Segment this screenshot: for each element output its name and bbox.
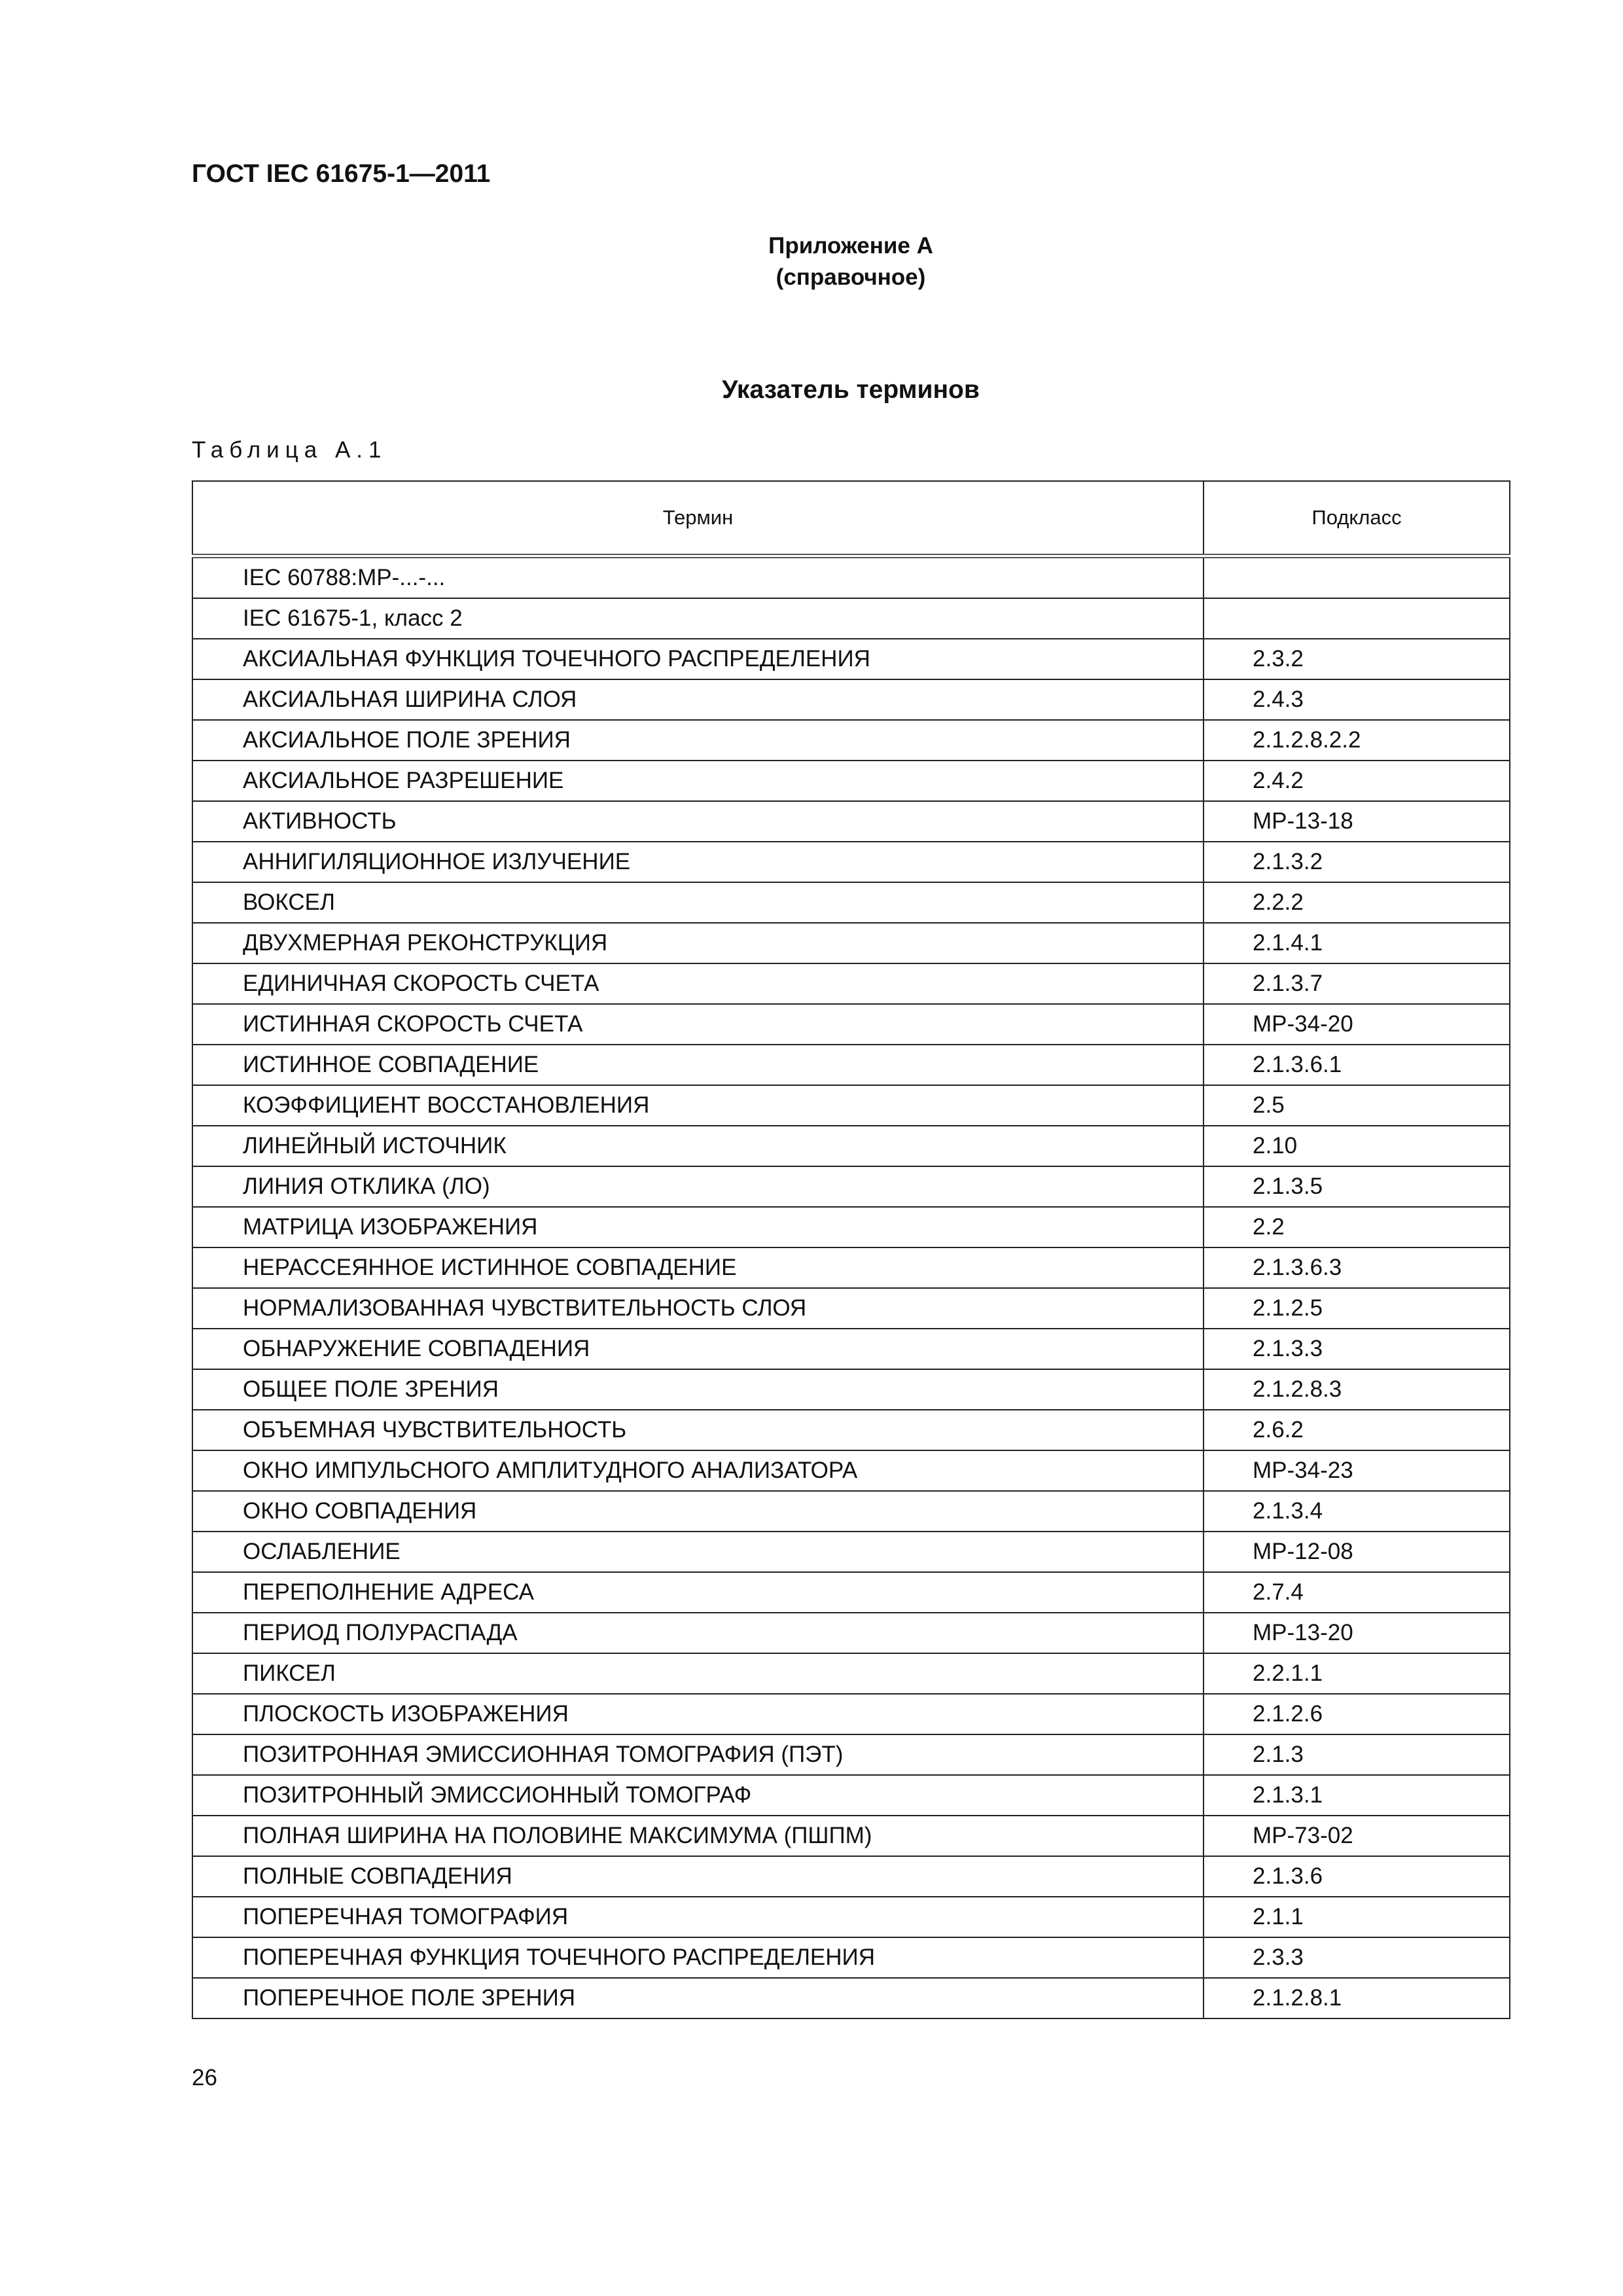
- subclass-cell: 2.3.2: [1204, 639, 1510, 679]
- table-row: [192, 1450, 1510, 1491]
- table-row: [192, 1045, 1510, 1085]
- table-row: [192, 1085, 1510, 1126]
- table-row: [192, 556, 1510, 599]
- term-cell: ПЛОСКОСТЬ ИЗОБРАЖЕНИЯ: [192, 1694, 1204, 1734]
- table-row: [192, 963, 1510, 1004]
- subclass-cell: МР-34-20: [1204, 1004, 1510, 1045]
- term-cell: ОКНО СОВПАДЕНИЯ: [192, 1491, 1204, 1532]
- term-cell: ПОЗИТРОННАЯ ЭМИССИОННАЯ ТОМОГРАФИЯ (ПЭТ): [192, 1734, 1204, 1775]
- subclass-cell: 2.1.3.4: [1204, 1491, 1510, 1532]
- table-row: [192, 801, 1510, 842]
- table-row: [192, 761, 1510, 801]
- table-header-row: [192, 481, 1510, 556]
- term-cell: ЕДИНИЧНАЯ СКОРОСТЬ СЧЕТА: [192, 963, 1204, 1004]
- table-row: [192, 1247, 1510, 1288]
- subclass-cell: 2.5: [1204, 1085, 1510, 1126]
- term-cell: ЛИНИЯ ОТКЛИКА (ЛО): [192, 1166, 1204, 1207]
- term-cell: ОБЪЕМНАЯ ЧУВСТВИТЕЛЬНОСТЬ: [192, 1410, 1204, 1450]
- subclass-cell: 2.1.2.8.2.2: [1204, 720, 1510, 761]
- term-cell: ПОПЕРЕЧНАЯ ФУНКЦИЯ ТОЧЕЧНОГО РАСПРЕДЕЛЕНИЯ: [192, 1937, 1204, 1978]
- table-row: [192, 1166, 1510, 1207]
- table-caption: Таблица А.1: [192, 437, 387, 463]
- column-header-subclass: Подкласс: [1204, 481, 1510, 556]
- term-cell: АКСИАЛЬНОЕ ПОЛЕ ЗРЕНИЯ: [192, 720, 1204, 761]
- table-body: [192, 556, 1510, 2019]
- subclass-cell: [1204, 556, 1510, 599]
- subclass-cell: 2.7.4: [1204, 1572, 1510, 1613]
- subclass-cell: МР-34-23: [1204, 1450, 1510, 1491]
- table-row: [192, 639, 1510, 679]
- term-cell: ИСТИННАЯ СКОРОСТЬ СЧЕТА: [192, 1004, 1204, 1045]
- term-cell: ПЕРИОД ПОЛУРАСПАДА: [192, 1613, 1204, 1653]
- subclass-cell: 2.1.3.6.1: [1204, 1045, 1510, 1085]
- subclass-cell: 2.1.4.1: [1204, 923, 1510, 963]
- term-cell: ИСТИННОЕ СОВПАДЕНИЕ: [192, 1045, 1204, 1085]
- table-row: [192, 1126, 1510, 1166]
- subclass-cell: 2.1.3.6.3: [1204, 1247, 1510, 1288]
- term-cell: ЛИНЕЙНЫЙ ИСТОЧНИК: [192, 1126, 1204, 1166]
- term-cell: ПОПЕРЕЧНОЕ ПОЛЕ ЗРЕНИЯ: [192, 1978, 1204, 2018]
- term-cell: АКТИВНОСТЬ: [192, 801, 1204, 842]
- term-cell: ПОЗИТРОННЫЙ ЭМИССИОННЫЙ ТОМОГРАФ: [192, 1775, 1204, 1816]
- subclass-cell: 2.1.2.5: [1204, 1288, 1510, 1329]
- subclass-cell: 2.2.1.1: [1204, 1653, 1510, 1694]
- table-row: [192, 1004, 1510, 1045]
- subclass-cell: 2.1.3.1: [1204, 1775, 1510, 1816]
- subclass-cell: МР-73-02: [1204, 1816, 1510, 1856]
- term-cell: АКСИАЛЬНАЯ ШИРИНА СЛОЯ: [192, 679, 1204, 720]
- term-cell: АННИГИЛЯЦИОННОЕ ИЗЛУЧЕНИЕ: [192, 842, 1204, 882]
- table-row: [192, 1653, 1510, 1694]
- term-cell: ПЕРЕПОЛНЕНИЕ АДРЕСА: [192, 1572, 1204, 1613]
- term-cell: ПИКСЕЛ: [192, 1653, 1204, 1694]
- table-row: [192, 1532, 1510, 1572]
- term-cell: ПОЛНЫЕ СОВПАДЕНИЯ: [192, 1856, 1204, 1897]
- term-cell: ДВУХМЕРНАЯ РЕКОНСТРУКЦИЯ: [192, 923, 1204, 963]
- subclass-cell: 2.1.2.8.3: [1204, 1369, 1510, 1410]
- term-cell: МАТРИЦА ИЗОБРАЖЕНИЯ: [192, 1207, 1204, 1247]
- table-row: [192, 923, 1510, 963]
- subclass-cell: 2.1.3.7: [1204, 963, 1510, 1004]
- term-cell: ОСЛАБЛЕНИЕ: [192, 1532, 1204, 1572]
- page-number: 26: [192, 2065, 217, 2090]
- table-row: [192, 1491, 1510, 1532]
- table-row: [192, 1410, 1510, 1450]
- appendix-title: Приложение А: [768, 233, 933, 259]
- table-row: [192, 598, 1510, 639]
- term-cell: ОБНАРУЖЕНИЕ СОВПАДЕНИЯ: [192, 1329, 1204, 1369]
- subclass-cell: МР-12-08: [1204, 1532, 1510, 1572]
- subclass-cell: МР-13-18: [1204, 801, 1510, 842]
- term-cell: IEC 60788:МР-...-...: [192, 556, 1204, 599]
- subclass-cell: МР-13-20: [1204, 1613, 1510, 1653]
- subclass-cell: 2.4.3: [1204, 679, 1510, 720]
- term-cell: ПОЛНАЯ ШИРИНА НА ПОЛОВИНЕ МАКСИМУМА (ПШПМ): [192, 1816, 1204, 1856]
- subclass-cell: 2.1.2.6: [1204, 1694, 1510, 1734]
- table-row: [192, 1613, 1510, 1653]
- term-cell: ВОКСЕЛ: [192, 882, 1204, 923]
- table-row: [192, 1816, 1510, 1856]
- term-cell: АКСИАЛЬНАЯ ФУНКЦИЯ ТОЧЕЧНОГО РАСПРЕДЕЛЕНИЯ: [192, 639, 1204, 679]
- subclass-cell: 2.1.3: [1204, 1734, 1510, 1775]
- index-title: Указатель терминов: [722, 376, 980, 404]
- table-row: [192, 1572, 1510, 1613]
- subclass-cell: 2.2: [1204, 1207, 1510, 1247]
- table-row: [192, 1288, 1510, 1329]
- term-cell: ПОПЕРЕЧНАЯ ТОМОГРАФИЯ: [192, 1897, 1204, 1937]
- table-row: [192, 1978, 1510, 2018]
- table-row: [192, 1694, 1510, 1734]
- table-row: [192, 1937, 1510, 1978]
- subclass-cell: 2.10: [1204, 1126, 1510, 1166]
- table-row: [192, 1734, 1510, 1775]
- subclass-cell: 2.1.3.5: [1204, 1166, 1510, 1207]
- subclass-cell: 2.1.2.8.1: [1204, 1978, 1510, 2018]
- table-row: [192, 1329, 1510, 1369]
- subclass-cell: 2.3.3: [1204, 1937, 1510, 1978]
- table-row: [192, 1856, 1510, 1897]
- term-cell: IEC 61675-1, класс 2: [192, 598, 1204, 639]
- column-header-term: Термин: [192, 481, 1204, 556]
- subclass-cell: 2.1.3.6: [1204, 1856, 1510, 1897]
- subclass-cell: 2.1.3.3: [1204, 1329, 1510, 1369]
- table-row: [192, 720, 1510, 761]
- subclass-cell: 2.4.2: [1204, 761, 1510, 801]
- appendix-subtitle: (справочное): [776, 264, 926, 290]
- table-row: [192, 1897, 1510, 1937]
- table-row: [192, 1369, 1510, 1410]
- subclass-cell: 2.1.1: [1204, 1897, 1510, 1937]
- term-cell: НЕРАССЕЯННОЕ ИСТИННОЕ СОВПАДЕНИЕ: [192, 1247, 1204, 1288]
- term-cell: КОЭФФИЦИЕНТ ВОССТАНОВЛЕНИЯ: [192, 1085, 1204, 1126]
- table-row: [192, 679, 1510, 720]
- table-row: [192, 842, 1510, 882]
- table-row: [192, 1775, 1510, 1816]
- table-row: [192, 882, 1510, 923]
- document-header: ГОСТ IEC 61675-1—2011: [192, 160, 491, 188]
- subclass-cell: 2.6.2: [1204, 1410, 1510, 1450]
- terms-table-container: [192, 480, 1509, 2019]
- term-cell: АКСИАЛЬНОЕ РАЗРЕШЕНИЕ: [192, 761, 1204, 801]
- term-cell: НОРМАЛИЗОВАННАЯ ЧУВСТВИТЕЛЬНОСТЬ СЛОЯ: [192, 1288, 1204, 1329]
- terms-table: [192, 480, 1510, 2019]
- subclass-cell: 2.1.3.2: [1204, 842, 1510, 882]
- subclass-cell: [1204, 598, 1510, 639]
- table-row: [192, 1207, 1510, 1247]
- term-cell: ОБЩЕЕ ПОЛЕ ЗРЕНИЯ: [192, 1369, 1204, 1410]
- term-cell: ОКНО ИМПУЛЬСНОГО АМПЛИТУДНОГО АНАЛИЗАТОРА: [192, 1450, 1204, 1491]
- subclass-cell: 2.2.2: [1204, 882, 1510, 923]
- appendix-heading: [589, 230, 1113, 293]
